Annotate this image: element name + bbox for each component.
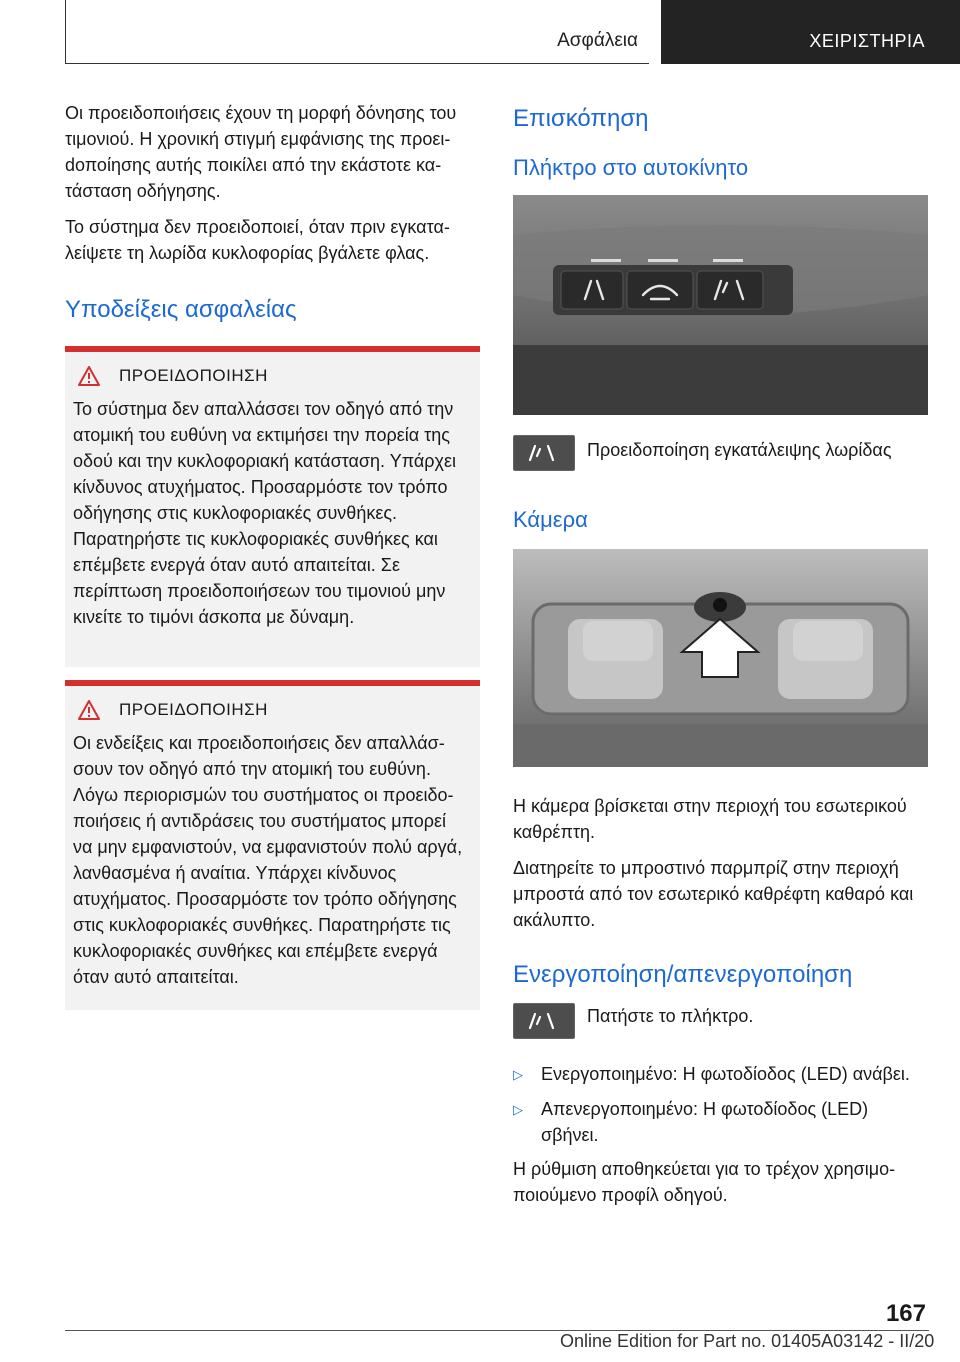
camera-text-2: Διατηρείτε το μπροστινό παρμπρίζ στην περιοχή μπροστά από τον εσωτερικό καθρέφτη καθαρό και ακάλυπτο.	[513, 858, 914, 930]
warning-triangle-icon	[73, 700, 105, 720]
lane-departure-icon	[513, 435, 575, 471]
warning-box-1	[65, 352, 480, 667]
list-item	[513, 1096, 928, 1148]
list-item	[513, 1061, 928, 1088]
warning-triangle-icon	[73, 366, 105, 386]
edition-note: Online Edition for Part no. 01405A03142 - II/20	[560, 1331, 935, 1351]
list-item-text: Ενεργοποιημένο: Η φωτοδίοδος (LED) ανάβει.	[541, 1064, 910, 1084]
chapter-tab	[661, 0, 960, 64]
overview-heading: Επισκόπηση	[513, 105, 649, 132]
camera-heading: Κάμερα	[513, 507, 588, 532]
toggle-instruction-row	[513, 1003, 928, 1039]
left-column	[65, 100, 480, 1010]
warning-text-1: Το σύστημα δεν απαλλάσσει τον οδηγό από την ατομική του ευθύνη να εκτιμήσει την πορεία της οδού και την κυκλοφοριακή κατάσταση. Υπάρχει κίνδυνος ατυχήματος. Προσαρμόστε τον τρόπο οδήγησης στις κυκλοφοριακές συνθήκες. Παρατηρήστε τις κυκλοφοριακές συνθήκες και επέμβετε ενεργά όταν αυτό απαιτείται. Σε περίπτωση προειδοποιήσεων του τιμονιού μην κινείτε το τιμόνι άσκοπα με δύναμη.	[73, 399, 457, 627]
toggle-heading: Ενεργοποίηση/απενεργοποίηση	[513, 961, 853, 988]
warning-box-2	[65, 686, 480, 1010]
intro-paragraph-1: Οι προειδοποιήσεις έχουν τη μορφή δόνησης του τιμονιού. Η χρονική στιγμή εμφάνισης της προειdοποίησης αυτής ποικίλει από την εκάστοτε κατάσταση οδήγησης.	[65, 103, 457, 201]
chapter-tab-label: ΧΕΙΡΙΣΤΗΡΙΑ	[809, 31, 925, 51]
button-heading: Πλήκτρο στο αυτοκίνητο	[513, 155, 749, 180]
safety-heading: Υποδείξεις ασφαλείας	[65, 296, 297, 323]
intro-paragraph-2: Το σύστημα δεν προειδοποιεί, όταν πριν εγκαταλείψετε τη λωρίδα κυκλοφορίας βγάλετε φλας.	[65, 217, 450, 263]
camera-text-1: Η κάμερα βρίσκεται στην περιοχή του εσωτερικού καθρέπτη.	[513, 796, 907, 842]
header-section	[66, 0, 648, 63]
warning-title: ΠΡΟΕΙΔΟΠΟΙΗΣΗ	[119, 700, 268, 719]
page-number: 167	[885, 1300, 926, 1327]
final-text: Η ρύθμιση αποθηκεύεται για το τρέχον χρησιμοποιούμενο προφίλ οδηγού.	[513, 1159, 896, 1205]
warning-title: ΠΡΟΕΙΔΟΠΟΙΗΣΗ	[119, 366, 268, 385]
warning-title-row	[65, 700, 466, 720]
header-underline	[65, 63, 649, 64]
button-caption: Προειδοποίηση εγκατάλειψης λωρίδας	[587, 440, 892, 460]
warning-text-2: Οι ενδείξεις και προειδοποιήσεις δεν απαλλάσσουν τον οδηγό από την ατομική του ευθύνη. Λόγω περιορισμών του συστήματος οι προειδοποιήσεις ή αντιδράσεις του συστήματος μπορεί να μην εμφανιστούν, να εμφανιστούν πολύ αργά, λανθασμένα ή αναίτια. Υπάρχει κίνδυνος ατυχήματος. Προσαρμόστε τον τρόπο οδήγησης στις κυκλοφοριακές συνθήκες. Παρατηρήστε τις κυκλοφοριακές συνθήκες και επέμβετε ενεργά όταν αυτό απαιτείται.	[73, 733, 463, 987]
warning-title-row	[65, 366, 466, 386]
status-list	[513, 1061, 928, 1148]
camera-photo	[513, 549, 928, 767]
section-title: Ασφάλεια	[557, 30, 638, 51]
list-item-text: Απενεργοποιημένο: Η φωτοδίοδος (LED) σβήνει.	[541, 1099, 869, 1145]
button-caption-row	[513, 435, 928, 471]
triangle-right-icon: ▷	[513, 1067, 523, 1082]
right-column	[513, 100, 928, 1208]
page-header	[0, 0, 960, 66]
toggle-instruction: Πατήστε το πλήκτρο.	[587, 1006, 754, 1026]
button-panel-photo	[513, 195, 928, 415]
lane-departure-icon	[513, 1003, 575, 1039]
triangle-right-icon: ▷	[513, 1102, 523, 1117]
